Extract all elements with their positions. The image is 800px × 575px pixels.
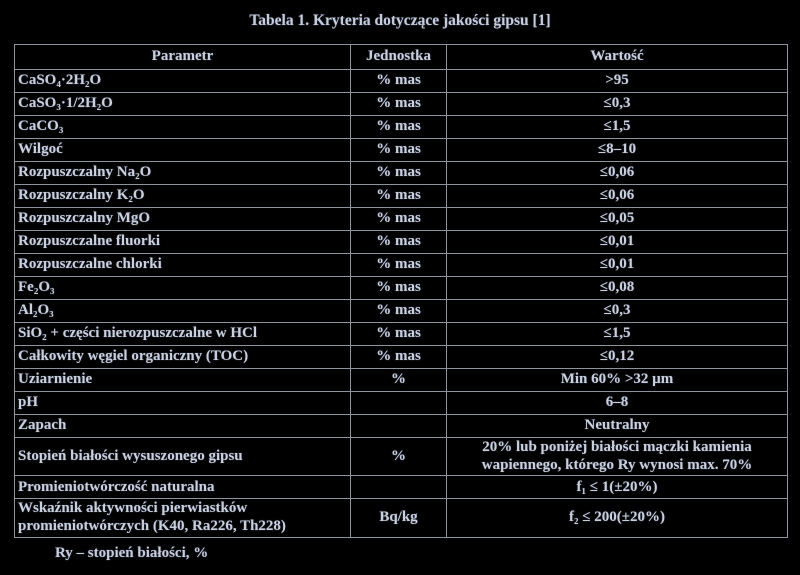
param-cell: Rozpuszczalny K₂O [15, 185, 351, 208]
table-footnote: Ry – stopień białości, % [55, 545, 209, 561]
unit-cell: % mas [351, 70, 447, 93]
param-cell: Uziarnienie [15, 369, 351, 392]
value-cell: ≤0,06 [447, 185, 788, 208]
value-cell: 20% lub poniżej białości mączki kamienia wapiennego, którego Ry wynosi max. 70% [447, 438, 788, 476]
param-cell: pH [15, 392, 351, 415]
value-cell: ≤0,05 [447, 208, 788, 231]
param-cell: Promieniotwórczość naturalna [15, 476, 351, 499]
unit-cell: Bq/kg [351, 499, 447, 537]
param-cell: Wskaźnik aktywności pierwiastków promieniotwórczych (K40, Ra226, Th228) [15, 499, 351, 537]
table-row [15, 369, 788, 392]
unit-cell: % mas [351, 185, 447, 208]
unit-cell: % [351, 438, 447, 476]
unit-cell: % mas [351, 93, 447, 116]
unit-cell: % mas [351, 254, 447, 277]
table-row [15, 277, 788, 300]
param-cell: Wilgoć [15, 139, 351, 162]
unit-cell: % mas [351, 139, 447, 162]
value-cell: ≤0,06 [447, 162, 788, 185]
header-value: Wartość [447, 45, 788, 70]
param-cell: Fe₂O₃ [15, 277, 351, 300]
param-cell: Rozpuszczalne chlorki [15, 254, 351, 277]
table-row [15, 139, 788, 162]
value-cell: ≤0,08 [447, 277, 788, 300]
param-cell: Rozpuszczalne fluorki [15, 231, 351, 254]
value-cell: >95 [447, 70, 788, 93]
param-cell: CaSO₃·1/2H₂O [15, 93, 351, 116]
param-cell: CaCO₃ [15, 116, 351, 139]
unit-cell [351, 392, 447, 415]
unit-cell: % mas [351, 277, 447, 300]
table-row [15, 162, 788, 185]
param-cell: CaSO₄·2H₂O [15, 70, 351, 93]
table-row [15, 116, 788, 139]
header-param: Parametr [15, 45, 351, 70]
table-row [15, 415, 788, 438]
value-cell: f₁ ≤ 1(±20%) [447, 476, 788, 499]
table-row [15, 185, 788, 208]
value-cell: Min 60% >32 µm [447, 369, 788, 392]
unit-cell: % [351, 369, 447, 392]
param-cell: Całkowity węgiel organiczny (TOC) [15, 346, 351, 369]
value-cell: ≤1,5 [447, 323, 788, 346]
param-cell: Rozpuszczalny Na₂O [15, 162, 351, 185]
header-unit: Jednostka [351, 45, 447, 70]
table-row [15, 254, 788, 277]
value-cell: ≤8–10 [447, 139, 788, 162]
value-cell: ≤1,5 [447, 116, 788, 139]
param-cell: Zapach [15, 415, 351, 438]
value-cell: 6–8 [447, 392, 788, 415]
value-cell: Neutralny [447, 415, 788, 438]
table-row [15, 392, 788, 415]
unit-cell: % mas [351, 346, 447, 369]
table-row [15, 300, 788, 323]
table-row [15, 438, 788, 476]
value-cell: ≤0,3 [447, 300, 788, 323]
param-cell: Al₂O₃ [15, 300, 351, 323]
param-cell: Rozpuszczalny MgO [15, 208, 351, 231]
unit-cell: % mas [351, 300, 447, 323]
unit-cell: % mas [351, 162, 447, 185]
value-cell: ≤0,12 [447, 346, 788, 369]
unit-cell: % mas [351, 323, 447, 346]
table-title: Tabela 1. Kryteria dotyczące jakości gipsu [1] [249, 12, 551, 29]
param-cell: Stopień białości wysuszonego gipsu [15, 438, 351, 476]
value-cell: f₂ ≤ 200(±20%) [447, 499, 788, 537]
table-row [15, 499, 788, 537]
table-row [15, 208, 788, 231]
table-row [15, 70, 788, 93]
unit-cell [351, 476, 447, 499]
value-cell: ≤0,3 [447, 93, 788, 116]
table-row [15, 476, 788, 499]
table-row [15, 93, 788, 116]
value-cell: ≤0,01 [447, 231, 788, 254]
table-row [15, 323, 788, 346]
unit-cell: % mas [351, 231, 447, 254]
gypsum-criteria-table [14, 44, 788, 538]
table-row [15, 346, 788, 369]
unit-cell [351, 415, 447, 438]
unit-cell: % mas [351, 116, 447, 139]
value-cell: ≤0,01 [447, 254, 788, 277]
table-row [15, 231, 788, 254]
unit-cell: % mas [351, 208, 447, 231]
param-cell: SiO₂ + części nierozpuszczalne w HCl [15, 323, 351, 346]
header-row [15, 45, 788, 70]
